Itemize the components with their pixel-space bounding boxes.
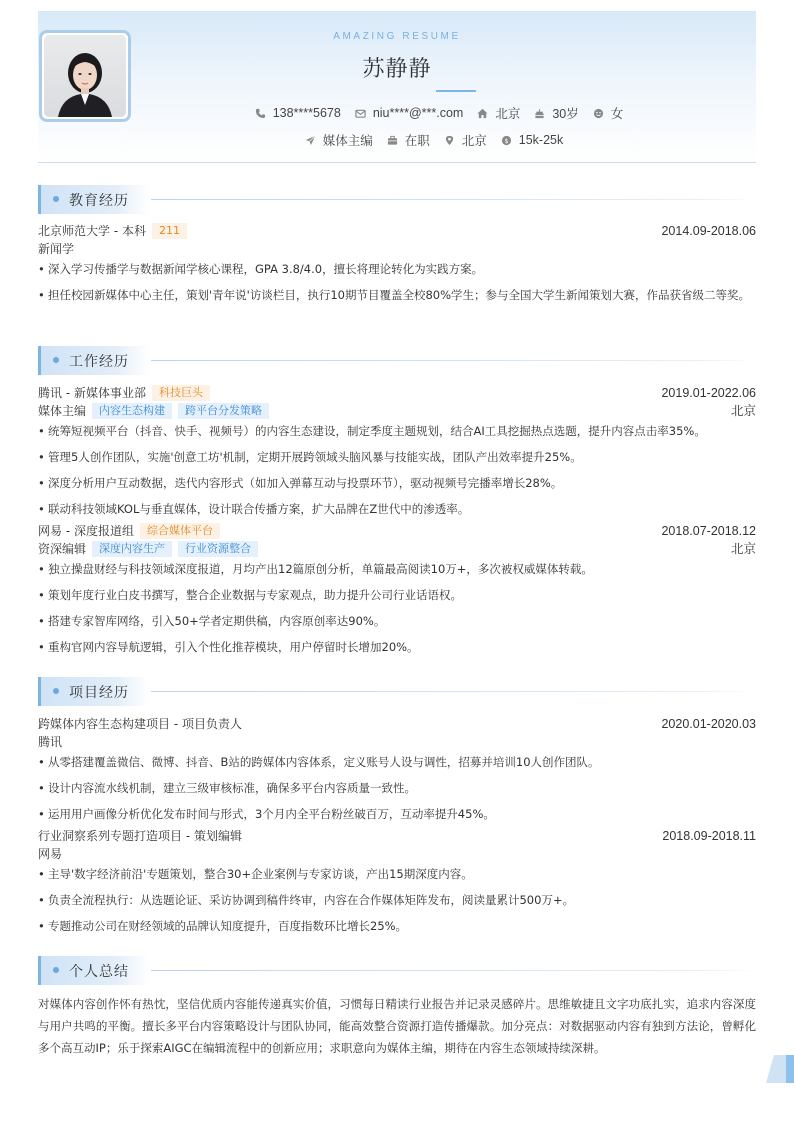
target-position-text: 媒体主编 xyxy=(322,134,373,148)
list-item: • 深入学习传播学与数据新闻学核心课程，GPA 3.8/4.0，擅长将理论转化为实践方案。 xyxy=(38,258,756,280)
target-city-text: 北京 xyxy=(461,134,487,148)
project-date: 2018.09-2018.11 xyxy=(662,829,756,843)
section-title: 工作经历 xyxy=(38,346,149,375)
school-line: 北京师范大学 - 本科 xyxy=(38,224,146,238)
salary-item xyxy=(501,131,563,149)
section-header xyxy=(38,677,756,706)
briefcase-icon xyxy=(387,135,398,146)
age-item xyxy=(534,104,578,122)
role-tag: 行业资源整合 xyxy=(178,541,258,557)
city-text: 北京 xyxy=(495,107,521,121)
phone-item xyxy=(255,104,341,122)
list-item: • 统筹短视频平台（抖音、快手、视频号）的内容生态建设，制定季度主题规划，结合AI工具挖掘热点选题，提升内容点击率35%。 xyxy=(38,420,756,442)
resume-tagline: AMAZING RESUME xyxy=(333,31,461,42)
list-item: • 深度分析用户互动数据，迭代内容形式（如加入弹幕互动与投票环节），驱动视频号完播率增长28%。 xyxy=(38,472,756,494)
job-date: 2018.07-2018.12 xyxy=(661,524,756,538)
salary-text: 15k-25k xyxy=(518,133,564,147)
project-bullets xyxy=(38,751,756,825)
section-title: 项目经历 xyxy=(38,677,149,706)
list-item: • 担任校园新媒体中心主任，策划'青年说'访谈栏目，执行10期节目覆盖全校80%学生；参与全国大学生新闻策划大赛，作品获省级二等奖。 xyxy=(38,284,756,306)
candidate-name: 苏静静 xyxy=(362,57,432,82)
education-entry xyxy=(38,222,756,306)
job-intent-row xyxy=(38,131,756,149)
home-icon xyxy=(477,108,488,119)
project-entry xyxy=(38,715,756,825)
job-location: 北京 xyxy=(730,404,756,418)
email-text: niu****@***.com xyxy=(372,106,464,120)
job-entry xyxy=(38,384,756,520)
education-date: 2014.09-2018.06 xyxy=(661,224,756,238)
list-item: • 从零搭建覆盖微信、微博、抖音、B站的跨媒体内容体系，定义账号人设与调性，招募并培训10人创作团队。 xyxy=(38,751,756,773)
section-header xyxy=(38,346,756,375)
education-bullets xyxy=(38,258,756,306)
cake-icon xyxy=(534,108,545,119)
project-org: 腾讯 xyxy=(38,735,63,749)
role-tag: 深度内容生产 xyxy=(92,541,172,557)
email-item xyxy=(355,104,464,122)
list-item: • 负责全流程执行：从选题论证、采访协调到稿件终审，内容在合作媒体矩阵发布，阅读量累计500万+。 xyxy=(38,889,756,911)
summary-text: 对媒体内容创作怀有热忱，坚信优质内容能传递真实价值，习惯每日精读行业报告并记录灵感碎片。思维敏捷且文字功底扎实，追求内容深度与用户共鸣的平衡。擅长多平台内容策略设计与团队协同，能高效整合资源打造传播爆款。加分亮点：对数据驱动内容有独到方法论，曾孵化多个高互动IP；乐于探索AIGC在编辑流程中的创新应用；求职意向为媒体主编，期待在内容生态领域持续深耕。 xyxy=(38,997,756,1055)
gender-item xyxy=(593,104,624,122)
list-item: • 搭建专家智库网络，引入50+学者定期供稿，内容原创率达90%。 xyxy=(38,610,756,632)
role-tag: 跨平台分发策略 xyxy=(178,403,269,419)
target-position-item xyxy=(305,131,373,149)
section-header xyxy=(38,185,756,214)
status-text: 在职 xyxy=(404,134,430,148)
resume-header xyxy=(38,11,756,163)
list-item: • 独立操盘财经与科技领域深度报道，月均产出12篇原创分析，单篇最高阅读10万+，多次被权威媒体转载。 xyxy=(38,558,756,580)
section-title: 个人总结 xyxy=(38,956,149,985)
education-section xyxy=(38,185,756,306)
section-divider xyxy=(151,360,756,361)
project-date: 2020.01-2020.03 xyxy=(661,717,756,731)
decorative-corner xyxy=(766,1055,794,1083)
company-tag: 科技巨头 xyxy=(152,385,210,401)
location-icon xyxy=(444,135,455,146)
job-location: 北京 xyxy=(730,542,756,556)
job-bullets xyxy=(38,558,756,658)
project-name: 跨媒体内容生态构建项目 - 项目负责人 xyxy=(38,717,242,731)
list-item: • 专题推动公司在财经领域的品牌认知度提升，百度指数环比增长25%。 xyxy=(38,915,756,937)
project-bullets xyxy=(38,863,756,937)
section-title: 教育经历 xyxy=(38,185,149,214)
target-city-item xyxy=(444,131,487,149)
project-name: 行业洞察系列专题打造项目 - 策划编辑 xyxy=(38,829,242,843)
age-text: 30岁 xyxy=(552,107,579,121)
list-item: • 重构官网内容导航逻辑，引入个性化推荐模块，用户停留时长增加20%。 xyxy=(38,636,756,658)
gender-text: 女 xyxy=(610,107,624,121)
list-item: • 设计内容流水线机制，建立三级审核标准，确保多平台内容质量一致性。 xyxy=(38,777,756,799)
work-section xyxy=(38,346,756,658)
job-date: 2019.01-2022.06 xyxy=(661,386,756,400)
send-icon xyxy=(305,135,316,146)
contact-row xyxy=(38,104,756,122)
section-divider xyxy=(151,199,756,200)
list-item: • 策划年度行业白皮书撰写，整合企业数据与专家观点，助力提升公司行业话语权。 xyxy=(38,584,756,606)
list-item: • 主导'数字经济前沿'专题策划，整合30+企业案例与专家访谈，产出15期深度内容。 xyxy=(38,863,756,885)
gender-icon xyxy=(593,108,604,119)
job-bullets xyxy=(38,420,756,520)
job-role: 媒体主编 xyxy=(38,404,87,418)
money-icon xyxy=(501,135,512,146)
svg-text:$: $ xyxy=(504,136,509,145)
status-item xyxy=(387,131,430,149)
section-divider xyxy=(151,691,756,692)
section-header xyxy=(38,956,756,985)
project-org: 网易 xyxy=(38,847,63,861)
city-item xyxy=(477,104,520,122)
summary-section xyxy=(38,956,756,1059)
company-line: 网易 - 深度报道组 xyxy=(38,524,134,538)
role-tag: 内容生态构建 xyxy=(92,403,172,419)
list-item: • 联动科技领域KOL与垂直媒体，设计联合传播方案，扩大品牌在Z世代中的渗透率。 xyxy=(38,498,756,520)
name-underline xyxy=(436,90,476,92)
job-entry xyxy=(38,522,756,658)
list-item: • 管理5人创作团队，实施'创意工坊'机制，定期开展跨领域头脑风暴与技能实战，团队产出效率提升25%。 xyxy=(38,446,756,468)
major: 新闻学 xyxy=(38,242,75,256)
phone-text: 138****5678 xyxy=(272,106,341,120)
company-line: 腾讯 - 新媒体事业部 xyxy=(38,386,146,400)
school-tag: 211 xyxy=(152,223,187,239)
phone-icon xyxy=(255,108,266,119)
project-entry xyxy=(38,827,756,937)
job-role: 资深编辑 xyxy=(38,542,87,556)
company-tag: 综合媒体平台 xyxy=(140,523,220,539)
projects-section xyxy=(38,677,756,937)
list-item: • 运用用户画像分析优化发布时间与形式，3个月内全平台粉丝破百万，互动率提升45%。 xyxy=(38,803,756,825)
mail-icon xyxy=(355,108,366,119)
section-divider xyxy=(151,970,756,971)
